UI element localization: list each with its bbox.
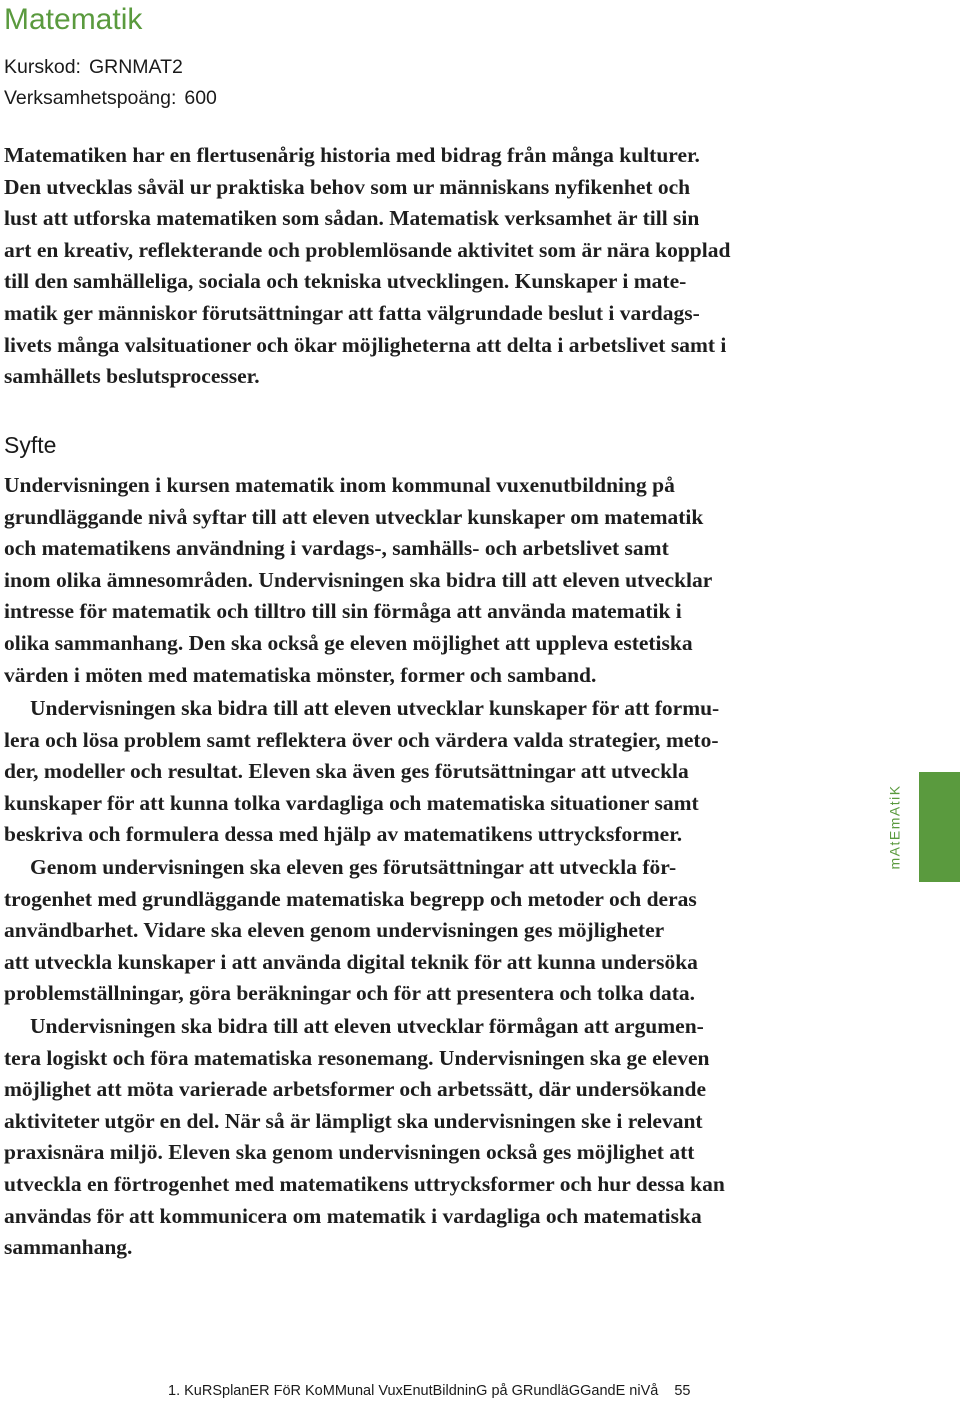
text-line: Den utvecklas såväl ur praktiska behov som ur människans nyfikenhet och: [4, 174, 691, 199]
text-line: tera logiskt och föra matematiska resonemang. Undervisningen ska ge eleven: [4, 1045, 710, 1070]
text-line: intresse för matematik och tilltro till sin förmåga att använda matematik i: [4, 599, 682, 624]
text-line: Undervisningen i kursen matematik inom kommunal vuxenutbildning på: [4, 473, 675, 497]
course-code: [4, 54, 183, 80]
text-line: beskriva och formulera dessa med hjälp av matematikens uttrycksformer.: [4, 822, 683, 847]
text-line: lust att utforska matematiken som sådan. Matematisk verksamhet är till sin: [4, 206, 700, 231]
text-line: till den samhälleliga, sociala och tekniska utvecklingen. Kunskaper i mate-: [4, 269, 687, 294]
text-line: användas för att kommunicera om matematik i vardagliga och matematiska: [4, 1203, 702, 1228]
text-line: Undervisningen ska bidra till att eleven utvecklar kunskaper för att formu-: [30, 696, 720, 720]
text-line: aktiviteter utgör en del. När så är lämpligt ska undervisningen ske i relevant: [4, 1108, 703, 1133]
text-line: trogenhet med grundläggande matematiska begrepp och metoder och deras: [4, 886, 697, 911]
text-line: inom olika ämnesområden. Undervisningen ska bidra till att eleven utvecklar: [4, 567, 713, 592]
text-line: Matematiken har en flertusenårig historia med bidrag från många kulturer.: [4, 143, 700, 167]
points-value: 600: [184, 87, 217, 109]
side-section-tab: [919, 772, 960, 882]
course-code-value: GRNMAT2: [88, 56, 183, 78]
text-line: olika sammanhang. Den ska också ge eleven möjlighet att uppleva estetiska: [4, 630, 693, 655]
text-line: Undervisningen ska bidra till att eleven utvecklar förmågan att argumen-: [30, 1014, 704, 1038]
text-line: användbarhet. Vidare ska eleven genom undervisningen ges möjligheter: [4, 918, 665, 943]
text-line: sammanhang.: [4, 1235, 133, 1260]
text-line: att utveckla kunskaper i att använda digital teknik för att kunna undersöka: [4, 949, 698, 974]
syfte-paragraph-2: [4, 693, 804, 851]
text-line: värden i möten med matematiska mönster, former och samband.: [4, 662, 597, 687]
course-code-label: Kurskod:: [4, 56, 81, 78]
side-section-label-text: mAtEmAtiK: [887, 784, 904, 870]
text-line: samhällets beslutsprocesser.: [4, 364, 260, 389]
text-line: matik ger människor förutsättningar att fatta välgrundade beslut i vardags-: [4, 300, 700, 325]
text-line: lera och lösa problem samt reflektera över och värdera valda strategier, meto-: [4, 727, 719, 752]
text-line: och matematikens användning i vardags-, samhälls- och arbetslivet samt: [4, 536, 669, 561]
page-title: Matematik: [4, 3, 143, 36]
text-line: livets många valsituationer och ökar möjligheterna att delta i arbetslivet samt i: [4, 332, 727, 357]
intro-paragraph: [4, 140, 804, 393]
syfte-paragraph-3: [4, 852, 804, 1010]
points-label: Verksamhetspoäng:: [4, 87, 177, 109]
text-line: praxisnära miljö. Eleven ska genom undervisningen också ges möjlighet att: [4, 1140, 695, 1165]
text-line: möjlighet att möta varierade arbetsformer och arbetssätt, där undersökande: [4, 1077, 707, 1102]
footer-text: 1. KuRSplanER FöR KoMMunal VuxEnutBildninG på GRundläGGandE niVå: [168, 1383, 659, 1399]
text-line: grundläggande nivå syftar till att eleven utvecklar kunskaper om matematik: [4, 504, 704, 529]
syfte-paragraph-4: [4, 1011, 804, 1264]
syfte-paragraph-1: [4, 470, 804, 691]
section-heading-syfte: Syfte: [4, 432, 57, 458]
course-points: [4, 85, 217, 111]
page-number: 55: [674, 1383, 691, 1399]
text-line: problemställningar, göra beräkningar och för att presentera och tolka data.: [4, 981, 695, 1006]
text-line: Genom undervisningen ska eleven ges förutsättningar att utveckla för-: [30, 855, 677, 879]
side-section-label: [878, 772, 912, 882]
page-footer: [168, 1381, 690, 1401]
text-line: kunskaper för att kunna tolka vardagliga och matematiska situationer samt: [4, 790, 699, 815]
text-line: art en kreativ, reflekterande och problemlösande aktivitet som är nära kopplad: [4, 237, 731, 262]
text-line: utveckla en förtrogenhet med matematikens uttrycksformer och hur dessa kan: [4, 1171, 725, 1196]
text-line: der, modeller och resultat. Eleven ska även ges förutsättningar att utveckla: [4, 759, 689, 784]
